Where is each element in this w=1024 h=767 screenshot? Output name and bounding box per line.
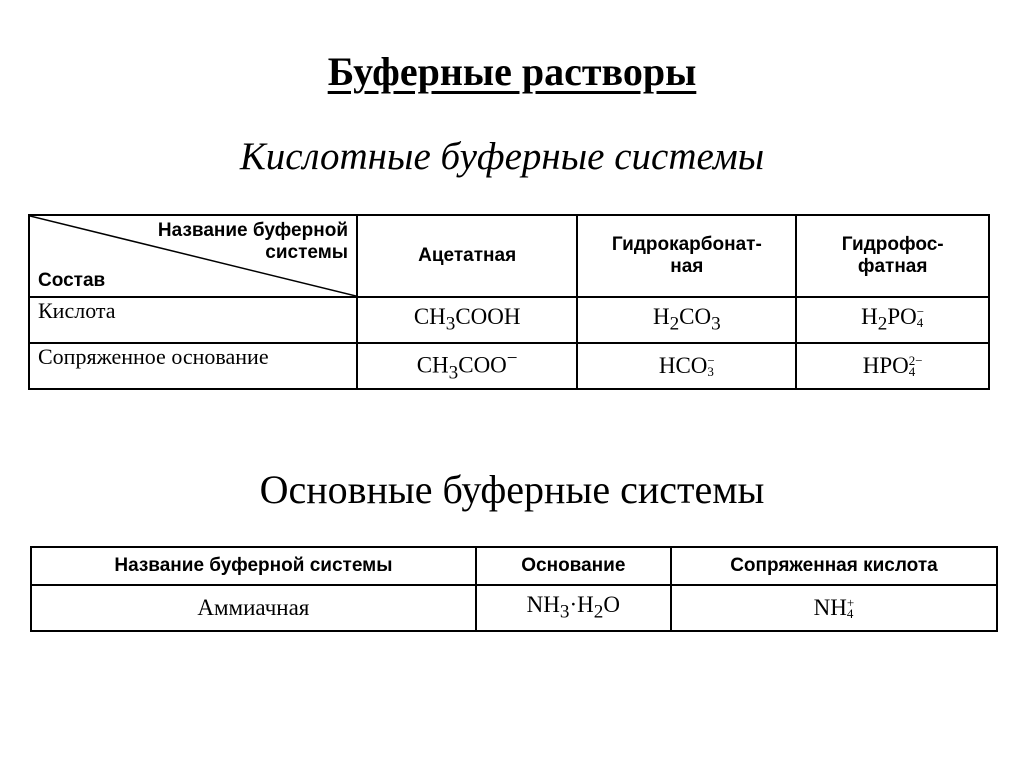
- corner-bottom-label: Состав: [38, 270, 106, 291]
- table-row: [31, 585, 997, 631]
- formula-cell: $H_2PO$ − 4: [796, 297, 989, 343]
- corner-header-cell: [29, 215, 357, 297]
- formula-cell: NH + 4: [671, 585, 997, 631]
- basic-buffer-table: [30, 546, 998, 632]
- column-header-bicarbonate: [577, 215, 796, 297]
- acidic-systems-heading: Кислотные буферные системы: [239, 135, 765, 178]
- column-header-line: Ацетатная: [418, 245, 517, 266]
- formula-cell: $NH_3\cdot H_2O$: [476, 585, 671, 631]
- column-header-line: ная: [670, 256, 704, 277]
- buffer-name-cell: Аммиачная: [31, 585, 476, 631]
- column-header-line: фатная: [857, 256, 928, 277]
- column-header-name: Название буферной системы: [31, 547, 476, 585]
- table-header-row: [31, 547, 997, 585]
- formula-cell: $CH_3COOH$: [357, 297, 577, 343]
- row-label-conjugate-base: Сопряженное основание: [29, 343, 357, 389]
- column-header-line: Гидрокарбонат-: [611, 234, 762, 255]
- acidic-buffer-table: [28, 214, 990, 390]
- basic-systems-heading: Основные буферные системы: [259, 467, 765, 512]
- column-header-acetate: [357, 215, 577, 297]
- column-header-conjugate-acid: Сопряженная кислота: [671, 547, 997, 585]
- corner-top-label: [158, 220, 348, 264]
- formula-cell: $CH_3COO^-$: [357, 343, 577, 389]
- table-row: [29, 343, 989, 389]
- table-row: [29, 297, 989, 343]
- row-label-acid: Кислота: [29, 297, 357, 343]
- column-header-phosphate: [796, 215, 989, 297]
- corner-top-line2: системы: [265, 242, 348, 263]
- formula-cell: HPO 2− 4: [796, 343, 989, 389]
- page-title: Буферные растворы: [327, 49, 697, 94]
- table-header-row: [29, 215, 989, 297]
- column-header-line: Гидрофос-: [841, 234, 944, 255]
- formula-cell: $H_2CO_3$: [577, 297, 796, 343]
- formula-cell: HCO − 3: [577, 343, 796, 389]
- corner-top-line1: Название буферной: [157, 220, 348, 241]
- column-header-base: Основание: [476, 547, 671, 585]
